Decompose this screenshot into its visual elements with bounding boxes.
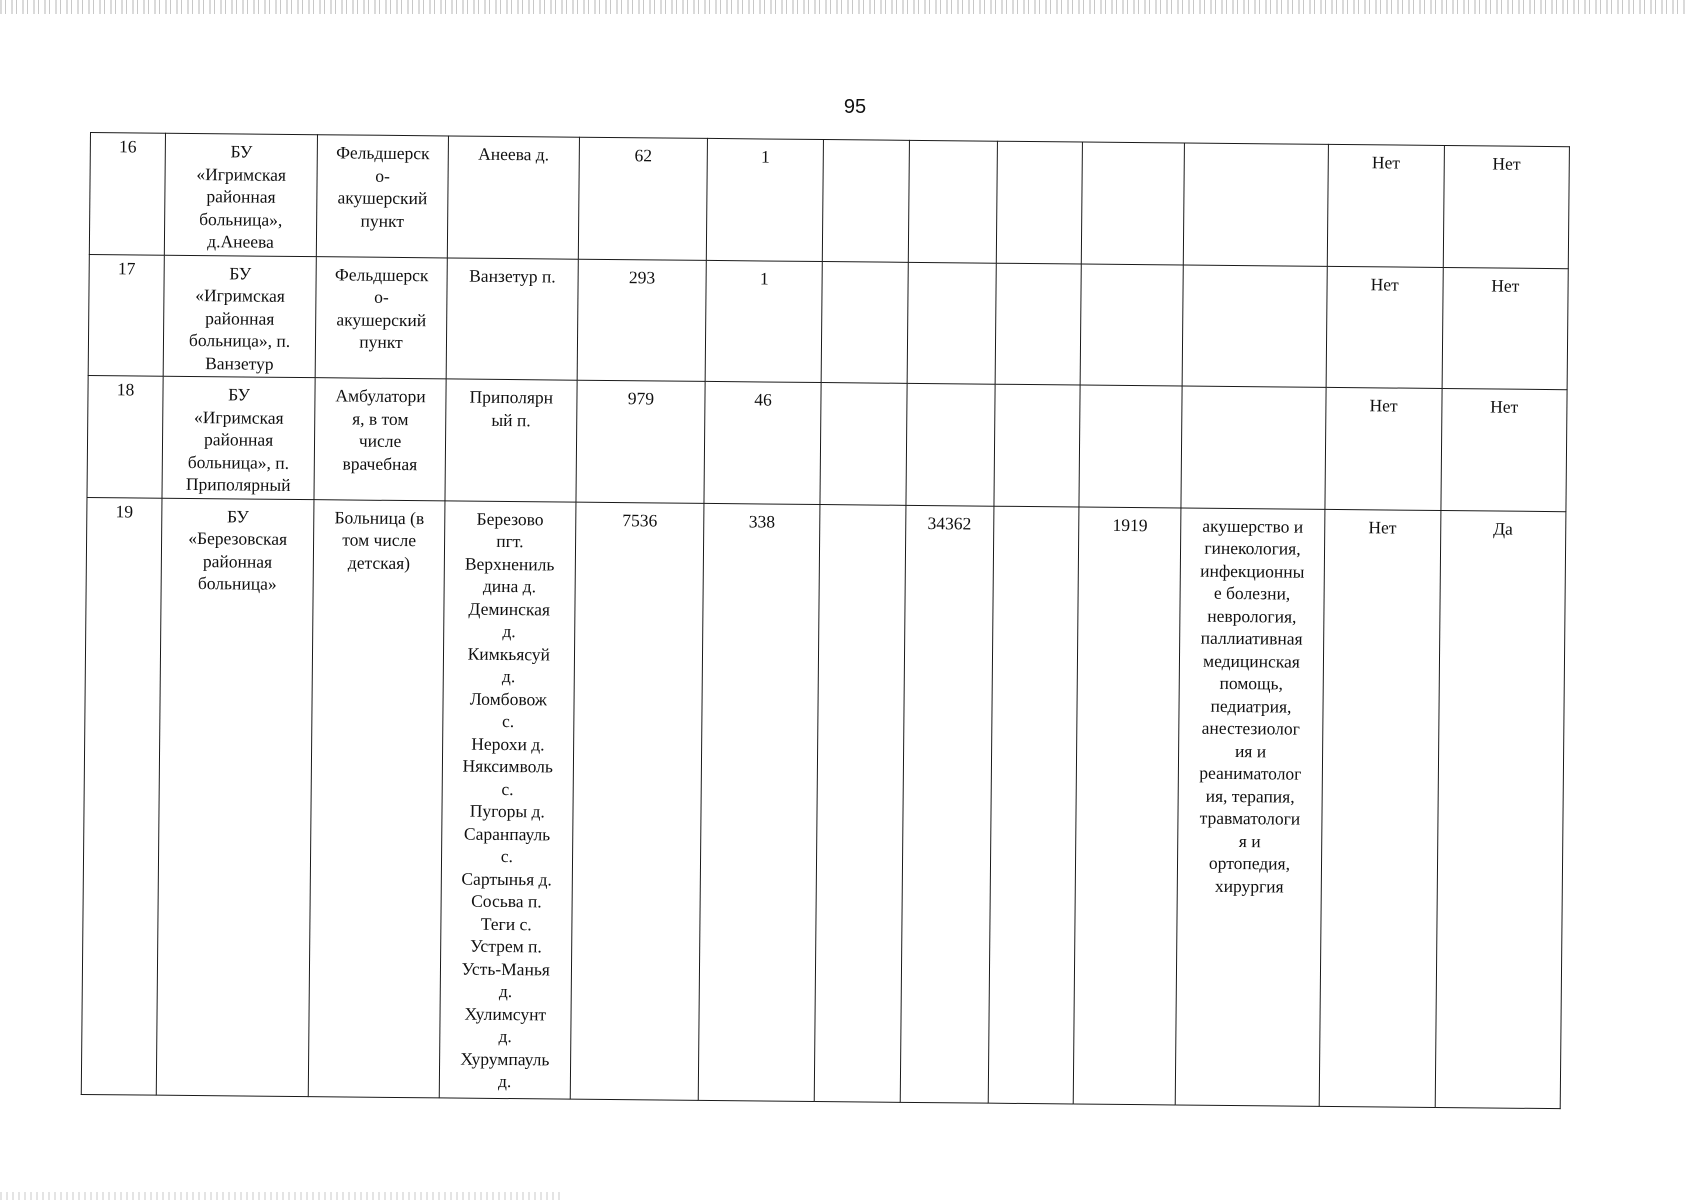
text-line: Няксимволь [462, 755, 554, 777]
text-line: «Игримская [193, 406, 284, 428]
cell-col12: Нет [1326, 266, 1443, 389]
cell-col7 [822, 140, 909, 262]
text-line: я, в том [352, 408, 409, 429]
cell-col8 [906, 383, 995, 505]
text-line: д. [502, 620, 516, 642]
cell-col8 [908, 140, 997, 262]
text-line: д. [498, 980, 513, 1002]
text-line: Больница (в [334, 506, 425, 528]
cell-number: 16 [89, 133, 165, 255]
text-line: ия и [1234, 740, 1267, 761]
text-line: д. [501, 665, 516, 687]
text-line: Верхнениль [464, 553, 555, 574]
cell-col10 [1079, 385, 1182, 507]
cell-col12: Нет [1319, 509, 1440, 1107]
table-body [81, 133, 1569, 1109]
text-line: числе [358, 430, 402, 452]
cell-col9 [996, 141, 1083, 263]
table-row [81, 497, 1566, 1108]
cell-profiles [1175, 507, 1324, 1105]
text-line: Пугоры д. [469, 800, 545, 822]
text-line: медицинская [1202, 650, 1300, 672]
text-line: акушерский [337, 187, 428, 209]
text-line: «Игримская [195, 285, 285, 306]
text-line: о- [374, 286, 389, 307]
text-line: помощь, [1219, 672, 1284, 694]
cell-col8: 34362 [900, 505, 994, 1103]
cell-organization [164, 133, 317, 256]
cell-col7 [821, 261, 908, 383]
text-line: Приполярный [185, 473, 291, 495]
text-line: ия, терапия, [1205, 785, 1295, 807]
text-line: Теги с. [480, 913, 532, 934]
text-line: д. [498, 1025, 512, 1047]
cell-col13: Нет [1443, 145, 1570, 268]
cell-col6: 338 [699, 503, 820, 1101]
text-line: с. [501, 778, 514, 799]
text-line: Устрем п. [470, 935, 542, 957]
text-line: районная [203, 429, 274, 450]
text-line: гинекология, [1204, 537, 1301, 559]
cell-facility-type [314, 378, 446, 501]
cell-locality [439, 500, 575, 1098]
page-number: 95 [843, 96, 867, 118]
text-line: пункт [359, 331, 403, 353]
text-line: инфекционны [1200, 560, 1305, 582]
facilities-table [81, 132, 1570, 1109]
text-line: Сосьва п. [471, 890, 542, 912]
cell-facility-type [315, 256, 447, 379]
text-line: д. [497, 1070, 512, 1092]
text-line: больница», [199, 208, 283, 230]
text-line: ый п. [491, 409, 531, 430]
text-line: реаниматолог [1199, 762, 1302, 784]
cell-col13: Нет [1440, 388, 1567, 511]
text-line: Сартынья д. [461, 868, 552, 889]
text-line: «Березовская [188, 527, 288, 549]
text-line: Кимкьясуй [467, 643, 551, 664]
cell-col7 [814, 504, 905, 1102]
text-line: д.Анеева [207, 231, 274, 252]
text-line: Усть-Манья [461, 958, 551, 979]
cell-col8 [907, 262, 996, 384]
cell-organization [162, 376, 315, 499]
cell-col9 [988, 506, 1079, 1104]
text-line: БУ [226, 505, 249, 527]
text-line: БУ [229, 262, 252, 284]
text-line: педиатрия, [1210, 695, 1292, 717]
text-line: Фельдшерск [336, 142, 430, 164]
text-line: паллиативная [1200, 627, 1303, 649]
text-line: том числе [342, 529, 417, 551]
text-line: анестезиолог [1201, 717, 1301, 739]
cell-profiles [1182, 265, 1327, 388]
text-line: травматологи [1199, 807, 1301, 829]
cell-col5: 7536 [570, 502, 704, 1100]
text-line: пгт. [496, 530, 524, 552]
text-line: е болезни, [1213, 582, 1291, 604]
cell-col12: Нет [1325, 387, 1442, 510]
text-line: детская) [347, 551, 411, 573]
text-line: врачебная [342, 452, 418, 474]
cell-col13: Да [1435, 510, 1566, 1108]
text-line: ортопедия, [1208, 852, 1291, 874]
text-line: БУ [230, 141, 253, 162]
text-line: больница» [197, 573, 277, 594]
text-line: Приполярн [469, 386, 554, 408]
cell-col13: Нет [1442, 267, 1569, 390]
text-line: Нерохи д. [471, 733, 545, 754]
text-line: БУ [228, 384, 251, 405]
cell-number: 18 [87, 375, 163, 497]
cell-locality [445, 379, 577, 502]
text-line: Деминская [468, 598, 551, 619]
scan-bottom-edge [0, 1192, 560, 1200]
cell-col10 [1080, 264, 1183, 386]
cell-col10: 1919 [1074, 507, 1182, 1105]
cell-organization [163, 255, 316, 378]
cell-profiles [1183, 143, 1328, 266]
text-line: Амбулатори [335, 385, 426, 407]
text-line: «Игримская [196, 163, 287, 185]
text-line: я и [1238, 830, 1261, 851]
text-line: акушерский [336, 308, 427, 330]
text-line: Березово [476, 508, 544, 529]
scan-top-edge [0, 0, 1686, 14]
text-line: районная [205, 307, 275, 329]
text-line: хирургия [1214, 875, 1284, 896]
cell-col12: Нет [1327, 144, 1444, 267]
cell-col9 [994, 384, 1081, 506]
cell-col7 [820, 383, 907, 505]
text-line: Фельдшерск [334, 263, 429, 285]
text-line: дина д. [482, 575, 537, 597]
cell-facility-type [317, 135, 449, 258]
table-row [88, 254, 1568, 390]
table-row [89, 133, 1569, 269]
text-line: о- [375, 165, 391, 186]
cell-number: 19 [81, 497, 162, 1095]
cell-locality [446, 257, 578, 380]
text-line: Хурумпауль [460, 1048, 550, 1069]
text-line: с. [500, 845, 514, 867]
text-line: пункт [360, 210, 405, 231]
text-line: Саранпауль [463, 823, 551, 844]
text-line: Ломбовож [469, 688, 548, 709]
cell-col5: 979 [576, 380, 706, 503]
text-line: больница», п. [188, 329, 291, 351]
cell-profiles [1181, 386, 1326, 509]
cell-col10 [1082, 142, 1185, 264]
text-line: Ванзетур п. [469, 265, 556, 286]
text-line: районная [202, 550, 273, 572]
cell-col5: 62 [578, 137, 708, 260]
cell-col6: 1 [705, 260, 822, 383]
cell-locality [447, 136, 579, 259]
cell-col5: 293 [577, 259, 707, 382]
cell-col6: 46 [704, 381, 821, 504]
cell-organization [156, 498, 314, 1096]
text-line: районная [206, 186, 276, 207]
table-row [87, 375, 1567, 511]
text-line: Ванзетур [205, 352, 274, 374]
text-line: больница», п. [187, 451, 290, 473]
text-line: с. [502, 710, 515, 732]
cell-number: 17 [88, 254, 164, 376]
text-line: Хулимсунт [464, 1003, 547, 1024]
cell-col9 [995, 263, 1082, 385]
text-line: неврология, [1207, 605, 1297, 627]
text-line: Анеева д. [478, 143, 550, 165]
cell-facility-type [308, 499, 444, 1097]
cell-col6: 1 [707, 138, 824, 261]
text-line: акушерство и [1202, 515, 1304, 537]
